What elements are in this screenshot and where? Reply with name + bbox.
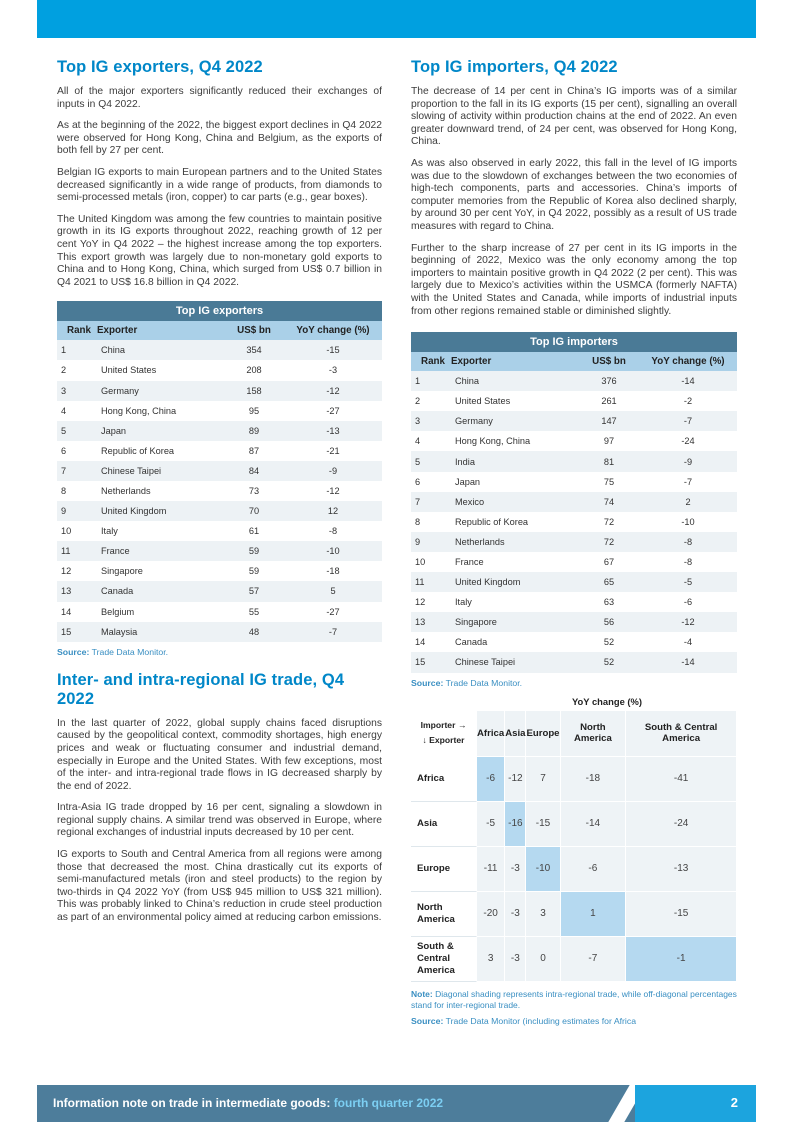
- table-row: [411, 451, 737, 471]
- table-cell: 2: [57, 360, 97, 380]
- table-cell: 87: [224, 441, 284, 461]
- matrix-row: [411, 802, 737, 847]
- table-cell: 70: [224, 501, 284, 521]
- table-row: [57, 381, 382, 401]
- table-cell: 74: [579, 492, 639, 512]
- table-cell: United Kingdom: [451, 572, 579, 592]
- matrix-row-header: South & Central America: [411, 937, 477, 982]
- table-row: [57, 401, 382, 421]
- corner-importer: Importer →: [420, 720, 467, 730]
- table-cell: 6: [57, 441, 97, 461]
- table-row: [411, 472, 737, 492]
- matrix-row: [411, 757, 737, 802]
- table-cell: 57: [224, 581, 284, 601]
- table-cell: 84: [224, 461, 284, 481]
- table-cell: -7: [639, 411, 737, 431]
- matrix-cell: -15: [626, 892, 737, 937]
- table-cell: 5: [284, 581, 382, 601]
- table-row: [411, 652, 737, 672]
- table-cell: Republic of Korea: [97, 441, 224, 461]
- table-row: [57, 360, 382, 380]
- matrix-column-header: Europe: [526, 711, 560, 757]
- top-banner: [37, 0, 756, 38]
- table-cell: 73: [224, 481, 284, 501]
- table-row: [411, 532, 737, 552]
- table-cell: 11: [411, 572, 451, 592]
- table-row: [57, 561, 382, 581]
- matrix-cell: -12: [505, 757, 526, 802]
- table-cell: Singapore: [97, 561, 224, 581]
- exporters-paragraph: As at the beginning of the 2022, the biggest export declines in Q4 2022 were observed for Hong Kong, China and Belgium, as the exports of both fell by 27 per cent.: [57, 120, 382, 157]
- table-cell: Hong Kong, China: [97, 401, 224, 421]
- table-cell: 208: [224, 360, 284, 380]
- table-row: [411, 552, 737, 572]
- table-cell: 158: [224, 381, 284, 401]
- regional-paragraph: In the last quarter of 2022, global supply chains faced disruptions caused by the geopolitical context, commodity shortages, high energy prices and weak or fluctuating consumer and industrial demand, especially in Europe and the United States. With few exceptions, most of the inter- and intra-regional trade flows in IG decreased sharply by the end of 2022.: [57, 717, 382, 792]
- table-cell: France: [97, 541, 224, 561]
- table-cell: 15: [411, 652, 451, 672]
- table-cell: 52: [579, 652, 639, 672]
- table-cell: United States: [451, 391, 579, 411]
- table-cell: 9: [57, 501, 97, 521]
- table-cell: -13: [284, 421, 382, 441]
- table-cell: -7: [639, 472, 737, 492]
- matrix-cell-diagonal: 1: [561, 892, 627, 937]
- table-cell: United Kingdom: [97, 501, 224, 521]
- matrix-cell: 3: [477, 937, 505, 982]
- matrix-cell: 7: [526, 757, 560, 802]
- column-header: Exporter: [451, 352, 579, 371]
- importers-paragraph: Further to the sharp increase of 27 per cent in its IG imports in the beginning of 2022, Mexico was the only economy among the top importers to maintain positive growth in Q4 2022 (2 per cent). This was largely due to Mexico’s activities within the USMCA (formerly NAFTA) with the United States and Canada, while imports of industrial inputs from other regions remained stable or diminished slightly.: [411, 242, 737, 317]
- matrix-cell-diagonal: -1: [626, 937, 737, 982]
- table-cell: -24: [639, 431, 737, 451]
- table-row: [57, 461, 382, 481]
- table-cell: 5: [57, 421, 97, 441]
- table-cell: 14: [411, 632, 451, 652]
- table-cell: Japan: [97, 421, 224, 441]
- matrix-row-header: Asia: [411, 802, 477, 847]
- table-cell: -10: [284, 541, 382, 561]
- matrix-cell: -7: [561, 937, 627, 982]
- table-row: [411, 431, 737, 451]
- table-cell: Canada: [97, 581, 224, 601]
- table-cell: 13: [57, 581, 97, 601]
- table-cell: -8: [639, 552, 737, 572]
- matrix-cell-diagonal: -10: [526, 847, 560, 892]
- footer-accent-block: [635, 1085, 756, 1122]
- table-cell: 376: [579, 371, 639, 391]
- table-row: [57, 441, 382, 461]
- table-cell: -14: [639, 371, 737, 391]
- table-cell: 4: [411, 431, 451, 451]
- footer-bar: [37, 1085, 756, 1122]
- table-cell: -7: [284, 622, 382, 642]
- table-row: [57, 481, 382, 501]
- table-row: [411, 391, 737, 411]
- table-cell: 10: [411, 552, 451, 572]
- table-cell: 12: [284, 501, 382, 521]
- table-cell: 15: [57, 622, 97, 642]
- matrix-cell: -41: [626, 757, 737, 802]
- table-cell: -14: [639, 652, 737, 672]
- note-text: Diagonal shading represents intra-regional trade, while off-diagonal percentages stand for inter-regional trade.: [411, 988, 737, 1010]
- table-cell: 1: [411, 371, 451, 391]
- regional-paragraph: IG exports to South and Central America from all regions were among those that decreased the most. China drastically cut its exports of semi-manufactured metals (iron and steel products) to the region by two-thirds in Q4 2022 YoY (from US$ 945 million to US$ 321 million). This was probably linked to China’s reduction in crude steel production as part of an environmental policy aimed at reducing carbon emissions.: [57, 849, 382, 924]
- table-cell: Italy: [451, 592, 579, 612]
- matrix-cell-diagonal: -16: [505, 802, 526, 847]
- corner-exporter: ↓ Exporter: [422, 735, 465, 745]
- matrix-note: [411, 989, 737, 1011]
- table-cell: 81: [579, 451, 639, 471]
- table-row: [411, 572, 737, 592]
- table-row: [57, 340, 382, 360]
- table-cell: Chinese Taipei: [97, 461, 224, 481]
- table-cell: 8: [411, 512, 451, 532]
- exporters-source: [57, 647, 382, 657]
- table-cell: 97: [579, 431, 639, 451]
- table-cell: 13: [411, 612, 451, 632]
- table-cell: Canada: [451, 632, 579, 652]
- table-row: [57, 541, 382, 561]
- table-caption: Top IG exporters: [57, 301, 382, 321]
- table-cell: 12: [411, 592, 451, 612]
- table-row: [411, 592, 737, 612]
- matrix-cell: 0: [526, 937, 560, 982]
- matrix-row: [411, 847, 737, 892]
- matrix-row-header: Africa: [411, 757, 477, 802]
- table-cell: 67: [579, 552, 639, 572]
- table-cell: 3: [411, 411, 451, 431]
- table-cell: 48: [224, 622, 284, 642]
- table-cell: 9: [411, 532, 451, 552]
- matrix-row-header: Europe: [411, 847, 477, 892]
- table-cell: 59: [224, 541, 284, 561]
- column-header: Rank: [57, 321, 97, 340]
- regional-title: Inter- and intra-regional IG trade, Q4 2022: [57, 670, 345, 708]
- table-row: [57, 421, 382, 441]
- table-cell: Singapore: [451, 612, 579, 632]
- table-cell: -6: [639, 592, 737, 612]
- table-cell: 4: [57, 401, 97, 421]
- column-header: YoY change (%): [284, 321, 382, 340]
- table-cell: 14: [57, 602, 97, 622]
- footer-text: Information note on trade in intermediate goods:: [53, 1096, 334, 1110]
- table-cell: India: [451, 451, 579, 471]
- matrix-cell-diagonal: -6: [477, 757, 505, 802]
- table-cell: 3: [57, 381, 97, 401]
- table-cell: 75: [579, 472, 639, 492]
- source-text: Trade Data Monitor (including estimates for Africa: [445, 1015, 637, 1026]
- column-header: Rank: [411, 352, 451, 371]
- table-cell: 72: [579, 512, 639, 532]
- table-cell: -27: [284, 401, 382, 421]
- table-cell: -2: [639, 391, 737, 411]
- table-cell: 147: [579, 411, 639, 431]
- table-cell: 10: [57, 521, 97, 541]
- table-cell: Japan: [451, 472, 579, 492]
- table-cell: Germany: [451, 411, 579, 431]
- importers-paragraph: The decrease of 14 per cent in China’s IG imports was of a similar proportion to the fall in its IG exports (15 per cent), signalling an overall slowing of activity within production chains at the end of 2022. An even greater downward trend, of 24 per cent, was observed for Hong Kong, China.: [411, 86, 737, 148]
- matrix-row: [411, 937, 737, 982]
- table-cell: 63: [579, 592, 639, 612]
- table-cell: -18: [284, 561, 382, 581]
- table-row: [411, 632, 737, 652]
- table-cell: 2: [411, 391, 451, 411]
- matrix-cell: -15: [526, 802, 560, 847]
- table-cell: -10: [639, 512, 737, 532]
- table-cell: 61: [224, 521, 284, 541]
- table-cell: 11: [57, 541, 97, 561]
- exporters-title: Top IG exporters, Q4 2022: [57, 58, 263, 76]
- source-label: Source:: [411, 677, 444, 688]
- table-cell: 52: [579, 632, 639, 652]
- table-cell: Netherlands: [97, 481, 224, 501]
- table-cell: -9: [284, 461, 382, 481]
- exporters-paragraph: Belgian IG exports to main European partners and to the United States decreased significantly in a wide range of products, from diamonds to semi-processed metals (iron, copper) to car parts (e.g., gear boxes).: [57, 166, 382, 204]
- matrix-cell: -18: [561, 757, 627, 802]
- table-cell: -15: [284, 340, 382, 360]
- table-cell: -8: [284, 521, 382, 541]
- table-cell: 95: [224, 401, 284, 421]
- table-cell: Mexico: [451, 492, 579, 512]
- table-cell: 5: [411, 451, 451, 471]
- table-cell: Republic of Korea: [451, 512, 579, 532]
- table-cell: 56: [579, 612, 639, 632]
- column-header: US$ bn: [224, 321, 284, 340]
- table-cell: Netherlands: [451, 532, 579, 552]
- footer-title: [53, 1096, 443, 1110]
- matrix-cell: -6: [561, 847, 627, 892]
- table-row: [411, 612, 737, 632]
- table-row: [411, 371, 737, 391]
- matrix-cell: -3: [505, 892, 526, 937]
- table-row: [57, 622, 382, 642]
- matrix-column-header: Asia: [505, 711, 526, 757]
- left-column: [57, 58, 382, 934]
- matrix-cell: -11: [477, 847, 505, 892]
- note-label: Note:: [411, 988, 433, 999]
- table-row: [411, 492, 737, 512]
- table-cell: United States: [97, 360, 224, 380]
- table-cell: 2: [639, 492, 737, 512]
- matrix-table: [411, 711, 737, 982]
- matrix-cell: -24: [626, 802, 737, 847]
- table-cell: 7: [57, 461, 97, 481]
- table-cell: 12: [57, 561, 97, 581]
- table-cell: Chinese Taipei: [451, 652, 579, 672]
- table-cell: 89: [224, 421, 284, 441]
- matrix-cell: -20: [477, 892, 505, 937]
- matrix-cell: -13: [626, 847, 737, 892]
- table-row: [411, 411, 737, 431]
- importers-source: [411, 678, 737, 688]
- table-row: [57, 501, 382, 521]
- column-header: Exporter: [97, 321, 224, 340]
- table-cell: 354: [224, 340, 284, 360]
- right-column: [411, 58, 737, 1026]
- table-row: [411, 512, 737, 532]
- table-cell: France: [451, 552, 579, 572]
- matrix-column-header: Africa: [477, 711, 505, 757]
- column-header: YoY change (%): [639, 352, 737, 371]
- matrix-cell: -3: [505, 847, 526, 892]
- matrix-corner: [411, 711, 477, 757]
- top-exporters-table: [57, 301, 382, 641]
- source-text: Trade Data Monitor.: [445, 677, 523, 688]
- table-row: [57, 581, 382, 601]
- table-row: [57, 602, 382, 622]
- table-cell: -27: [284, 602, 382, 622]
- importers-paragraph: As was also observed in early 2022, this fall in the level of IG imports was due to the slowdown of exchanges between the two economies of high-tech components, parts and accessories. China’s imports of computer memories from the Republic of Korea also declined sharply, by around 30 per cent YoY, in Q4 2022, possibly as a result of US trade measures with regard to China.: [411, 157, 737, 232]
- top-importers-table: [411, 332, 737, 672]
- table-cell: Italy: [97, 521, 224, 541]
- source-text: Trade Data Monitor.: [91, 646, 169, 657]
- table-cell: 6: [411, 472, 451, 492]
- table-cell: Belgium: [97, 602, 224, 622]
- table-cell: 65: [579, 572, 639, 592]
- table-cell: Hong Kong, China: [451, 431, 579, 451]
- regional-matrix: [411, 696, 737, 1026]
- table-cell: -9: [639, 451, 737, 471]
- source-label: Source:: [57, 646, 90, 657]
- matrix-row: [411, 892, 737, 937]
- table-cell: 1: [57, 340, 97, 360]
- table-cell: -12: [284, 481, 382, 501]
- table-cell: 8: [57, 481, 97, 501]
- table-cell: -8: [639, 532, 737, 552]
- matrix-row-header: North America: [411, 892, 477, 937]
- table-cell: 261: [579, 391, 639, 411]
- table-cell: -12: [284, 381, 382, 401]
- table-cell: China: [97, 340, 224, 360]
- footer-accent: fourth quarter 2022: [333, 1096, 444, 1110]
- table-cell: -4: [639, 632, 737, 652]
- matrix-cell: -5: [477, 802, 505, 847]
- table-cell: 59: [224, 561, 284, 581]
- matrix-column-header: South & Central America: [626, 711, 737, 757]
- table-cell: -5: [639, 572, 737, 592]
- exporters-paragraph: All of the major exporters significantly reduced their exchanges of inputs in Q4 2022.: [57, 86, 382, 110]
- table-cell: -12: [639, 612, 737, 632]
- matrix-source: [411, 1016, 737, 1026]
- page-number: 2: [730, 1095, 738, 1110]
- table-cell: Malaysia: [97, 622, 224, 642]
- table-row: [57, 521, 382, 541]
- exporters-paragraph: The United Kingdom was among the few countries to maintain positive growth in its IG exports throughout 2022, reaching growth of 12 per cent YoY in Q4 2022 – the highest increase among the top exporters. This export growth was largely due to non-monetary gold exports to China and to Hong Kong, China, which surged from US$ 0.7 billion in Q4 2021 to US$ 16.8 billion in Q4 2022.: [57, 213, 382, 288]
- table-cell: 55: [224, 602, 284, 622]
- matrix-cell: -14: [561, 802, 627, 847]
- table-caption: Top IG importers: [411, 332, 737, 352]
- table-cell: 72: [579, 532, 639, 552]
- table-cell: -21: [284, 441, 382, 461]
- table-cell: -3: [284, 360, 382, 380]
- regional-paragraph: Intra-Asia IG trade dropped by 16 per cent, signaling a slowdown in regional supply chains. A similar trend was observed in Europe, where regional exchanges of industrial inputs decreased by 10 per cent.: [57, 802, 382, 839]
- matrix-column-header: North America: [561, 711, 627, 757]
- table-cell: China: [451, 371, 579, 391]
- table-cell: Germany: [97, 381, 224, 401]
- matrix-cell: -3: [505, 937, 526, 982]
- matrix-title: YoY change (%): [572, 695, 642, 707]
- source-label: Source:: [411, 1015, 444, 1026]
- column-header: US$ bn: [579, 352, 639, 371]
- importers-title: Top IG importers, Q4 2022: [411, 58, 618, 76]
- table-cell: 7: [411, 492, 451, 512]
- matrix-cell: 3: [526, 892, 560, 937]
